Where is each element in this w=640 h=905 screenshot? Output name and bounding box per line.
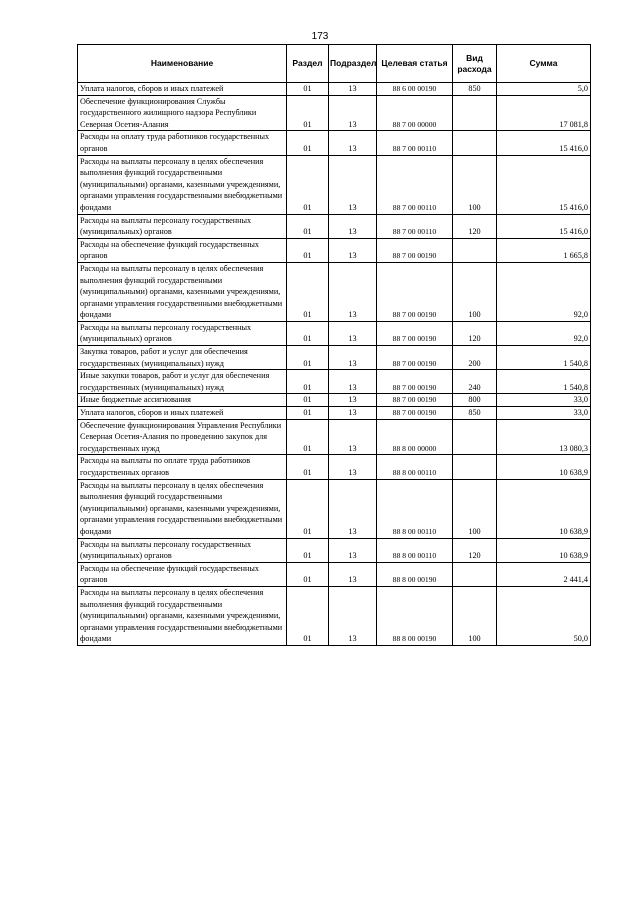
table-body [78,83,591,646]
cell-sum: 1 540,8 [497,370,591,394]
cell-razdel: 01 [287,321,329,345]
cell-razdel: 01 [287,131,329,155]
header-expense-type: Вид расхода [453,45,497,83]
cell-podrazdel: 13 [329,562,377,586]
cell-podrazdel: 13 [329,586,377,645]
cell-sum: 50,0 [497,586,591,645]
table-row [78,95,591,131]
cell-target-article: 88 8 00 00110 [377,479,453,538]
cell-razdel: 01 [287,83,329,96]
cell-name: Расходы на обеспечение функций государственных органов [78,238,287,262]
cell-expense-type: 120 [453,538,497,562]
cell-name: Уплата налогов, сборов и иных платежей [78,83,287,96]
cell-target-article: 88 7 00 00190 [377,407,453,420]
cell-razdel: 01 [287,455,329,479]
cell-podrazdel: 13 [329,538,377,562]
table-row [78,407,591,420]
table-row [78,155,591,214]
table-row [78,586,591,645]
cell-razdel: 01 [287,562,329,586]
cell-podrazdel: 13 [329,95,377,131]
cell-razdel: 01 [287,538,329,562]
cell-expense-type [453,562,497,586]
header-razdel: Раздел [287,45,329,83]
cell-name: Расходы на выплаты персоналу государственных (муниципальных) органов [78,538,287,562]
cell-expense-type [453,455,497,479]
cell-target-article: 88 6 00 00190 [377,83,453,96]
cell-sum: 10 638,9 [497,538,591,562]
cell-expense-type: 120 [453,321,497,345]
cell-target-article: 88 7 00 00000 [377,95,453,131]
cell-razdel: 01 [287,586,329,645]
header-target-article: Целевая статья [377,45,453,83]
cell-podrazdel: 13 [329,155,377,214]
table-row [78,455,591,479]
cell-name: Расходы на выплаты персоналу в целях обеспечения выполнения функций государственными (муниципальными) органами, казенными учреждениями, органами управления государственными внебюджетными фондами [78,262,287,321]
cell-podrazdel: 13 [329,238,377,262]
table-row [78,419,591,455]
cell-razdel: 01 [287,479,329,538]
table-row [78,262,591,321]
cell-name: Расходы на выплаты персоналу государственных (муниципальных) органов [78,214,287,238]
cell-podrazdel: 13 [329,479,377,538]
cell-podrazdel: 13 [329,321,377,345]
header-podrazdel: Подраздел [329,45,377,83]
cell-target-article: 88 7 00 00190 [377,262,453,321]
table-row [78,321,591,345]
cell-sum: 5,0 [497,83,591,96]
cell-razdel: 01 [287,214,329,238]
cell-podrazdel: 13 [329,419,377,455]
cell-name: Расходы на обеспечение функций государственных органов [78,562,287,586]
cell-podrazdel: 13 [329,394,377,407]
cell-name: Расходы на выплаты по оплате труда работников государственных органов [78,455,287,479]
table-row [78,83,591,96]
cell-sum: 1 665,8 [497,238,591,262]
cell-target-article: 88 7 00 00190 [377,346,453,370]
cell-name: Расходы на выплаты персоналу в целях обеспечения выполнения функций государственными (муниципальными) органами, казенными учреждениями, органами управления государственными внебюджетными фондами [78,586,287,645]
cell-expense-type [453,419,497,455]
header-sum: Сумма [497,45,591,83]
cell-podrazdel: 13 [329,407,377,420]
cell-target-article: 88 7 00 00110 [377,155,453,214]
table-row [78,394,591,407]
table-row [78,538,591,562]
cell-razdel: 01 [287,95,329,131]
cell-expense-type [453,131,497,155]
cell-name: Расходы на выплаты персоналу в целях обеспечения выполнения функций государственными (муниципальными) органами, казенными учреждениями, органами управления государственными внебюджетными фондами [78,155,287,214]
cell-name: Уплата налогов, сборов и иных платежей [78,407,287,420]
cell-sum: 92,0 [497,262,591,321]
cell-name: Иные бюджетные ассигнования [78,394,287,407]
cell-podrazdel: 13 [329,346,377,370]
cell-razdel: 01 [287,155,329,214]
cell-expense-type [453,238,497,262]
cell-name: Закупка товаров, работ и услуг для обеспечения государственных (муниципальных) нужд [78,346,287,370]
cell-target-article: 88 8 00 00190 [377,562,453,586]
expenditure-table [77,44,591,646]
cell-expense-type: 200 [453,346,497,370]
cell-razdel: 01 [287,238,329,262]
table-row [78,131,591,155]
cell-expense-type: 850 [453,407,497,420]
cell-expense-type: 100 [453,155,497,214]
cell-sum: 10 638,9 [497,455,591,479]
cell-target-article: 88 8 00 00110 [377,538,453,562]
cell-name: Расходы на оплату труда работников государственных органов [78,131,287,155]
cell-razdel: 01 [287,394,329,407]
cell-expense-type [453,95,497,131]
cell-razdel: 01 [287,370,329,394]
cell-name: Иные закупки товаров, работ и услуг для обеспечения государственных (муниципальных) нужд [78,370,287,394]
cell-target-article: 88 8 00 00110 [377,455,453,479]
cell-sum: 15 416,0 [497,155,591,214]
cell-razdel: 01 [287,346,329,370]
cell-razdel: 01 [287,407,329,420]
cell-expense-type: 100 [453,262,497,321]
cell-name: Обеспечение функционирования Службы государственного жилищного надзора Республики Северная Осетия-Алания [78,95,287,131]
cell-sum: 17 081,8 [497,95,591,131]
cell-podrazdel: 13 [329,214,377,238]
cell-target-article: 88 7 00 00110 [377,214,453,238]
cell-expense-type: 100 [453,586,497,645]
cell-name: Расходы на выплаты персоналу в целях обеспечения выполнения функций государственными (муниципальными) органами, казенными учреждениями, органами управления государственными внебюджетными фондами [78,479,287,538]
cell-name: Расходы на выплаты персоналу государственных (муниципальных) органов [78,321,287,345]
cell-sum: 1 540,8 [497,346,591,370]
table-row [78,214,591,238]
cell-podrazdel: 13 [329,455,377,479]
cell-expense-type: 100 [453,479,497,538]
table-header-row [78,45,591,83]
table-row [78,238,591,262]
cell-target-article: 88 8 00 00190 [377,586,453,645]
cell-target-article: 88 8 00 00000 [377,419,453,455]
cell-podrazdel: 13 [329,370,377,394]
cell-sum: 15 416,0 [497,214,591,238]
cell-expense-type: 120 [453,214,497,238]
header-name: Наименование [78,45,287,83]
cell-razdel: 01 [287,262,329,321]
cell-sum: 92,0 [497,321,591,345]
table-row [78,346,591,370]
cell-sum: 33,0 [497,407,591,420]
cell-sum: 2 441,4 [497,562,591,586]
table-row [78,562,591,586]
table-row [78,370,591,394]
cell-expense-type: 850 [453,83,497,96]
cell-razdel: 01 [287,419,329,455]
cell-expense-type: 240 [453,370,497,394]
cell-podrazdel: 13 [329,262,377,321]
cell-target-article: 88 7 00 00110 [377,131,453,155]
cell-sum: 10 638,9 [497,479,591,538]
cell-target-article: 88 7 00 00190 [377,238,453,262]
page-number: 173 [311,31,329,42]
cell-name: Обеспечение функционирования Управления Республики Северная Осетия-Алания по проведению закупок для государственных нужд [78,419,287,455]
cell-expense-type: 800 [453,394,497,407]
cell-sum: 13 080,3 [497,419,591,455]
cell-podrazdel: 13 [329,83,377,96]
cell-target-article: 88 7 00 00190 [377,370,453,394]
cell-sum: 33,0 [497,394,591,407]
table-row [78,479,591,538]
cell-target-article: 88 7 00 00190 [377,321,453,345]
cell-sum: 15 416,0 [497,131,591,155]
cell-target-article: 88 7 00 00190 [377,394,453,407]
cell-podrazdel: 13 [329,131,377,155]
